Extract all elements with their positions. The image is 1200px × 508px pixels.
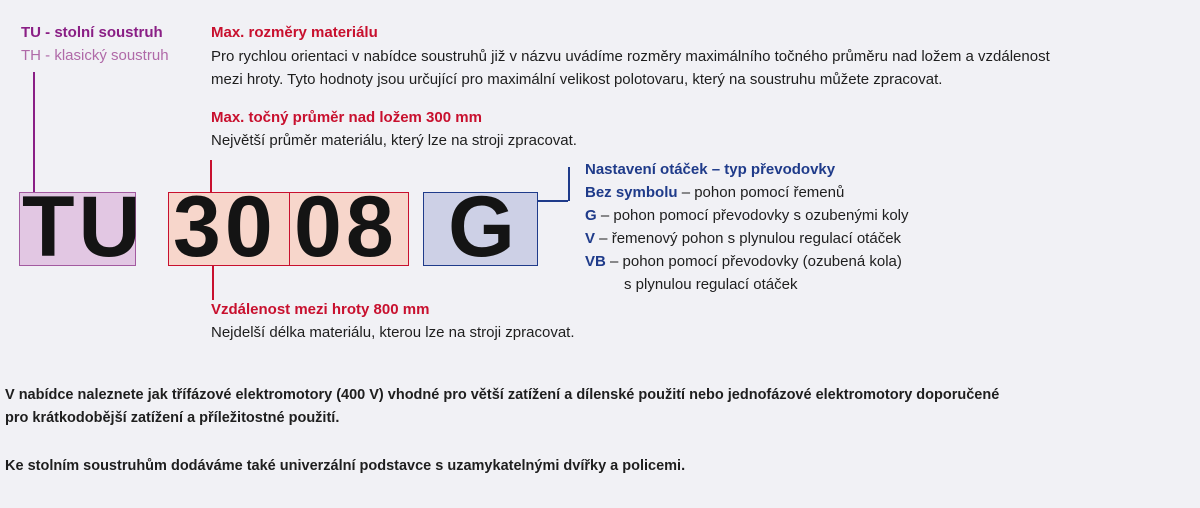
gear-item-vb xyxy=(585,251,902,273)
distance-title: Vzdálenost mezi hroty 800 mm xyxy=(211,301,430,318)
code-prefix: TU xyxy=(22,179,145,275)
diameter-title: Max. točný průměr nad ložem 300 mm xyxy=(211,109,482,126)
legend-tu: TU - stolní soustruh xyxy=(21,24,163,41)
gear-item-key: Bez symbolu xyxy=(585,184,678,201)
max-dims-title: Max. rozměry materiálu xyxy=(211,24,378,41)
connector-tu xyxy=(33,72,35,192)
distance-text: Nejdelší délka materiálu, kterou lze na stroji zpracovat. xyxy=(211,324,575,341)
connector-gear-h xyxy=(538,200,568,202)
legend-th: TH - klasický soustruh xyxy=(21,47,169,64)
gear-item-text: – pohon pomocí převodovky s ozubenými koly xyxy=(596,207,909,224)
gear-item-text: – řemenový pohon s plynulou regulací otáček xyxy=(595,230,902,247)
gear-item-text: – pohon pomocí převodovky (ozubená kola) xyxy=(605,253,902,270)
footer-p2: Ke stolním soustruhům dodáváme také univerzální podstavce s uzamykatelnými dvířky a policemi. xyxy=(5,458,686,474)
gear-item-g xyxy=(585,205,909,227)
code-distance: 08 xyxy=(294,179,398,275)
code-gear: G xyxy=(448,179,519,275)
footer-p1-line1: V nabídce naleznete jak třífázové elektromotory (400 V) vhodné pro větší zatížení a dílenské použití nebo jednofázové elektromotory doporučené xyxy=(5,387,1000,403)
gear-item-vb-continuation: s plynulou regulací otáček xyxy=(624,276,798,293)
max-dims-line2: mezi hroty. Tyto hodnoty jsou určující pro maximální velikost polotovaru, který na soustruhu můžete zpracovat. xyxy=(211,71,943,88)
connector-gear-v xyxy=(568,167,570,201)
gear-item-key: V xyxy=(585,230,596,247)
footer-p1-line2: pro krátkodobější zatížení a příležitostné použití. xyxy=(5,410,340,426)
diameter-text: Největší průměr materiálu, který lze na stroji zpracovat. xyxy=(211,132,577,149)
max-dims-line1: Pro rychlou orientaci v nabídce soustruhů již v názvu uvádíme rozměry maximálního točného průměru nad ložem a vzdálenost xyxy=(211,48,1050,65)
code-diameter: 30 xyxy=(173,179,277,275)
gear-item-key: VB xyxy=(585,253,606,270)
gear-item-none xyxy=(585,182,844,204)
gear-item-v xyxy=(585,228,901,250)
gear-item-key: G xyxy=(585,207,597,224)
gear-item-text: – pohon pomocí řemenů xyxy=(677,184,845,201)
gear-title: Nastavení otáček – typ převodovky xyxy=(585,161,836,178)
